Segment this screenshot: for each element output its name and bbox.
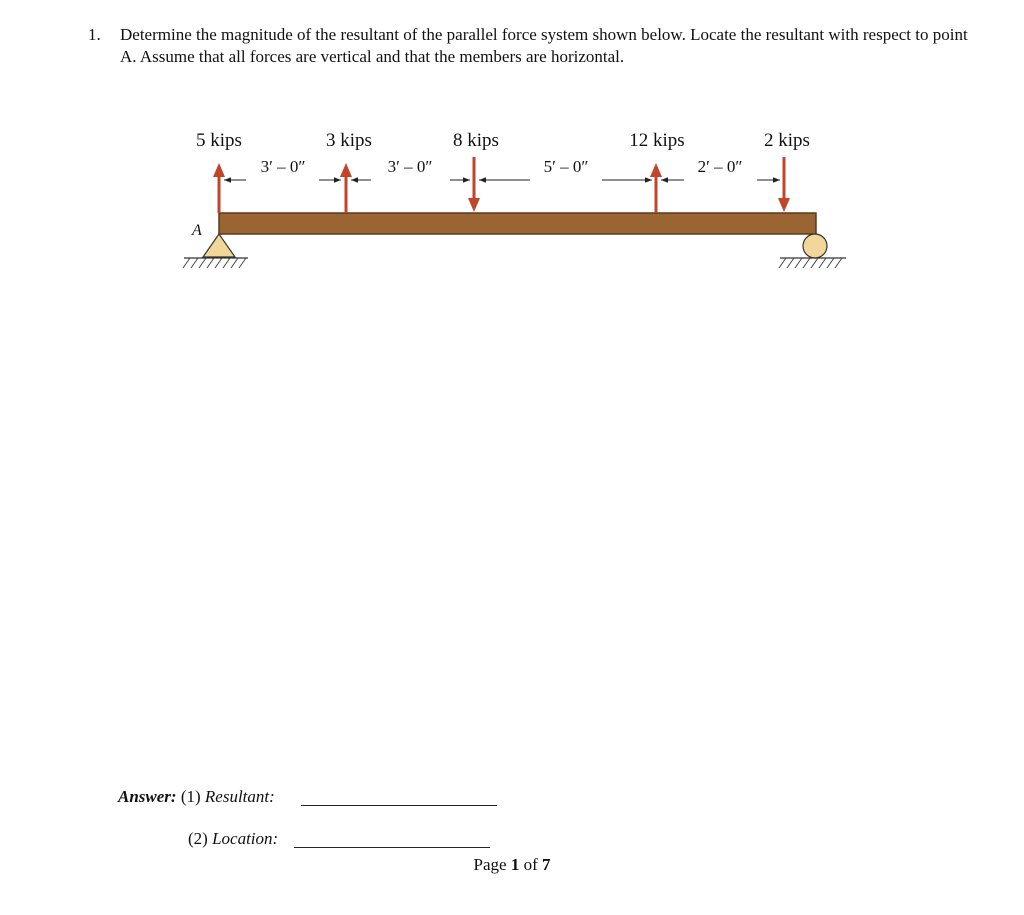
dimension-label-2: 3′ – 0″ <box>387 157 433 176</box>
page-word: Page <box>473 855 507 874</box>
pin-support <box>183 234 248 268</box>
page-footer <box>0 855 1024 875</box>
resultant-label: Resultant: <box>204 787 275 806</box>
force-arrow-1 <box>213 163 225 213</box>
resultant-number: (1) <box>180 787 201 806</box>
location-answer-blank[interactable] <box>294 847 490 848</box>
dimension-label-3: 5′ – 0″ <box>543 157 589 176</box>
location-label: Location: <box>212 829 279 848</box>
answer-resultant-row <box>118 786 275 808</box>
beam <box>219 213 816 234</box>
force-label-2: 3 kips <box>326 130 372 151</box>
force-label-3: 8 kips <box>453 130 499 151</box>
of-word: of <box>523 855 538 874</box>
location-number: (2) <box>188 829 208 848</box>
page-current: 1 <box>510 855 520 874</box>
resultant-answer-blank[interactable] <box>301 805 497 806</box>
force-arrow-3 <box>468 157 480 212</box>
dimension-label-1: 3′ – 0″ <box>260 157 306 176</box>
dimension-label-4: 2′ – 0″ <box>697 157 743 176</box>
force-label-4: 12 kips <box>629 130 685 151</box>
question-number: 1. <box>88 25 101 44</box>
answer-label: Answer: <box>118 787 177 806</box>
answer-location-row <box>188 828 278 850</box>
force-diagram <box>0 0 1024 300</box>
point-a-label: A <box>192 222 202 239</box>
force-label-5: 2 kips <box>764 130 810 151</box>
force-label-1: 5 kips <box>196 130 242 151</box>
question-text: Determine the magnitude of the resultant of the parallel force system shown below. Locate the resultant with respect to point A. Assume that all forces are vertical and that the members are horizontal. <box>120 25 968 66</box>
page-total: 7 <box>541 855 551 874</box>
roller-support <box>779 234 846 268</box>
force-arrow-2 <box>340 163 352 213</box>
force-arrow-4 <box>650 163 662 213</box>
force-arrow-5 <box>778 157 790 212</box>
